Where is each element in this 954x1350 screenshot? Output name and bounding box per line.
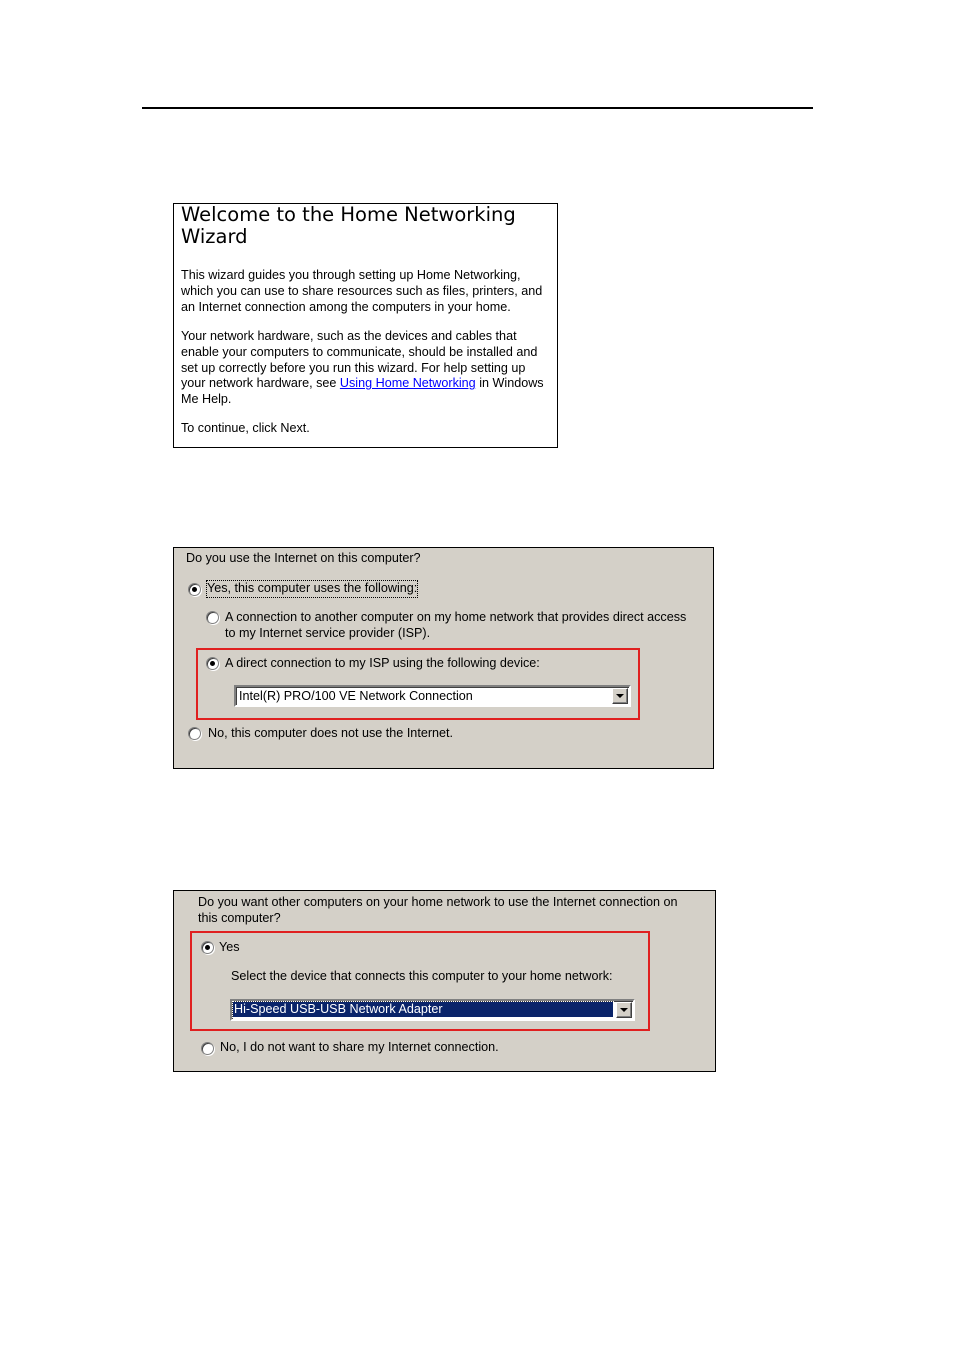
welcome-hardware-text (181, 329, 553, 408)
welcome-continue-text: To continue, click Next. (181, 421, 310, 435)
radio-connection-via-other-computer[interactable] (206, 611, 219, 624)
welcome-panel (173, 203, 558, 448)
share-no-label[interactable]: No, I do not want to share my Internet connection. (220, 1040, 499, 1054)
internet-usage-panel (173, 547, 714, 769)
radio-share-no[interactable] (201, 1042, 214, 1055)
welcome-intro-text: This wizard guides you through setting up Home Networking, which you can use to share resources such as files, printers, and an Internet connection among the computers in your home. (181, 268, 543, 314)
header-rule (142, 107, 813, 109)
radio-yes-uses-internet[interactable] (188, 583, 201, 596)
welcome-title: Welcome to the Home Networking Wizard (181, 203, 516, 248)
connection-via-other-label-line2[interactable]: to my Internet service provider (ISP). (225, 626, 431, 640)
select-device-prompt: Select the device that connects this computer to your home network: (231, 969, 613, 983)
radio-direct-connection[interactable] (206, 657, 219, 670)
chevron-down-icon[interactable] (612, 688, 628, 704)
sharing-question-line2: this computer? (198, 911, 281, 925)
internet-sharing-panel (173, 890, 716, 1072)
hardware-text-end: in Windows Me Help. (181, 376, 544, 407)
no-internet-label[interactable]: No, this computer does not use the Internet. (208, 726, 454, 740)
hardware-text-start: Your network hardware, such as the devices and cables that enable your computers to communicate, should be installed and set up correctly before you run this wizard. For help setting up your network hardware, see (181, 329, 538, 391)
sharing-question-line1: Do you want other computers on your home network to use the Internet connection on (198, 895, 678, 909)
direct-connection-label[interactable]: A direct connection to my ISP using the following device: (225, 656, 540, 670)
using-home-networking-link[interactable]: Using Home Networking (339, 376, 476, 391)
home-network-device-value: Hi-Speed USB-USB Network Adapter (233, 1002, 613, 1017)
home-network-device-select[interactable] (230, 999, 635, 1021)
yes-uses-internet-label[interactable]: Yes, this computer uses the following: (207, 581, 418, 595)
isp-device-select[interactable] (234, 685, 631, 707)
connection-via-other-label-line1[interactable]: A connection to another computer on my home network that provides direct access (225, 610, 687, 624)
radio-no-internet[interactable] (188, 727, 201, 740)
internet-question: Do you use the Internet on this computer? (186, 551, 421, 565)
share-yes-label[interactable]: Yes (219, 940, 240, 954)
radio-share-yes[interactable] (201, 941, 214, 954)
chevron-down-icon[interactable] (616, 1002, 632, 1018)
isp-device-value: Intel(R) PRO/100 VE Network Connection (239, 689, 473, 703)
